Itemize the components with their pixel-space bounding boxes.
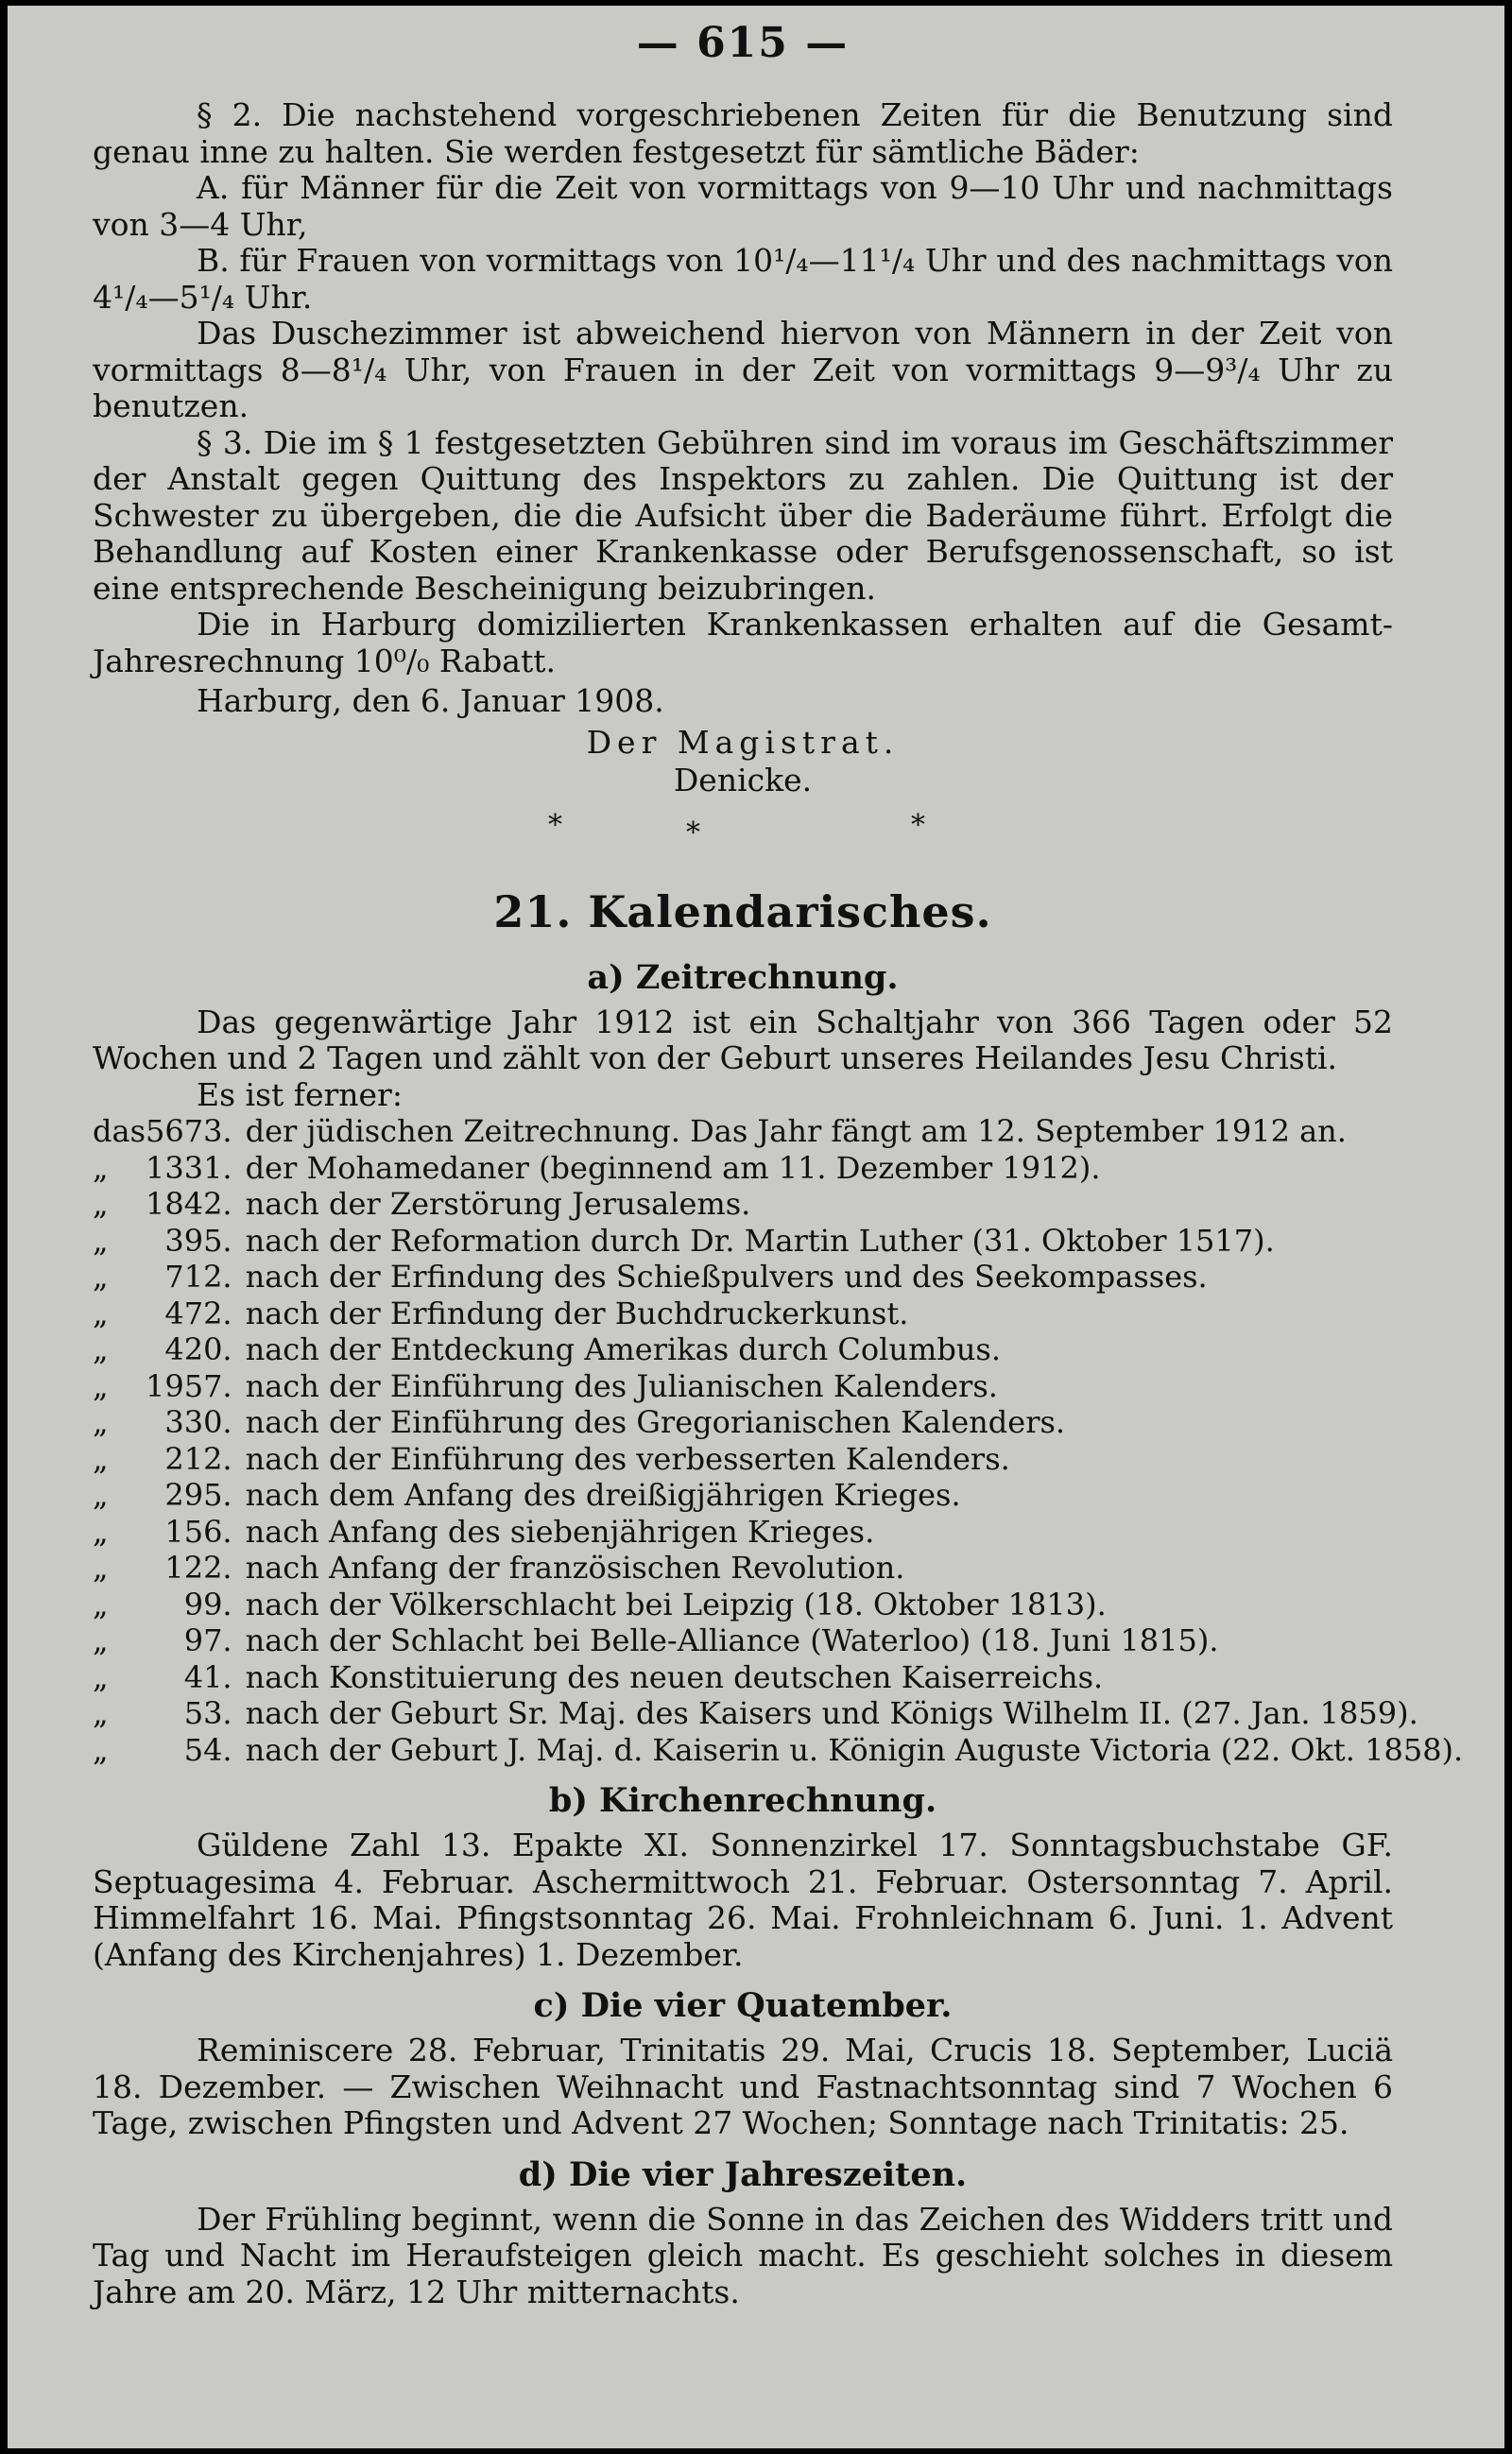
- era-row-description: der jüdischen Zeitrechnung. Das Jahr fängt am 12. September 1912 an.: [245, 1113, 1347, 1149]
- era-row-prefix: „: [93, 1622, 109, 1658]
- separator-stars: [93, 799, 1393, 852]
- era-row-years: 420.: [164, 1331, 232, 1367]
- era-row-description: nach Anfang des siebenjährigen Krieges.: [245, 1513, 875, 1550]
- paragraph-quatember: Reminiscere 28. Februar, Trinitatis 29. Mai, Crucis 18. September, Luciä 18. Dezember. — Zwischen Weihnacht und Fastnachtsonntag sind 7 Wochen 6 Tage, zwischen Pfingsten und Advent 27 Wochen; Sonntage nach Trinitatis: 25.: [93, 2032, 1393, 2141]
- page-content: [93, 19, 1464, 2310]
- era-row: [93, 1223, 1463, 1260]
- era-row-description: nach dem Anfang des dreißigjährigen Krieges.: [245, 1477, 961, 1513]
- era-table: [93, 1113, 1463, 1768]
- era-row: [93, 1587, 1463, 1623]
- era-row: [93, 1550, 1463, 1587]
- era-row-description: nach der Zerstörung Jerusalems.: [245, 1186, 751, 1222]
- era-row-description: nach der Völkerschlacht bei Leipzig (18. Oktober 1813).: [245, 1586, 1107, 1622]
- era-row-description: nach der Schlacht bei Belle-Alliance (Waterloo) (18. Juni 1815).: [245, 1622, 1219, 1658]
- era-row: [93, 1477, 1463, 1514]
- era-row-description: nach der Erfindung des Schießpulvers und des Seekompasses.: [245, 1259, 1208, 1295]
- era-row-prefix: „: [93, 1513, 109, 1550]
- era-row-description: nach der Reformation durch Dr. Martin Luther (31. Oktober 1517).: [245, 1222, 1275, 1259]
- era-row-years: 99.: [183, 1586, 232, 1622]
- subheading-quatember: c) Die vier Quatember.: [533, 1986, 953, 2025]
- paragraph-church-calendar: Güldene Zahl 13. Epakte XI. Sonnenzirkel 17. Sonntagsbuchstabe GF. Septuagesima 4. Februar. Aschermittwoch 21. Februar. Ostersonntag 7. April. Himmelfahrt 16. Mai. Pfingstsonntag 26. Mai. Frohnleichnam 6. Juni. 1. Advent (Anfang des Kirchenjahres) 1. Dezember.: [93, 1827, 1393, 1973]
- era-row: [93, 1732, 1463, 1769]
- era-row-prefix: „: [93, 1731, 109, 1768]
- era-row: [93, 1186, 1463, 1223]
- era-row-prefix: „: [93, 1477, 109, 1513]
- era-row-prefix: „: [93, 1295, 109, 1331]
- era-row-years: 472.: [164, 1295, 232, 1331]
- era-row-description: nach der Geburt J. Maj. d. Kaiserin u. Königin Auguste Victoria (22. Okt. 1858).: [245, 1731, 1464, 1768]
- era-row: [93, 1331, 1463, 1368]
- era-row-description: nach Konstituierung des neuen deutschen Kaiserreichs.: [245, 1658, 1104, 1695]
- era-row: [93, 1404, 1463, 1441]
- era-row-years: 395.: [164, 1222, 232, 1259]
- era-row-prefix: „: [93, 1331, 109, 1367]
- separator-star: *: [686, 815, 700, 849]
- paragraph-seasons: Der Frühling beginnt, wenn die Sonne in das Zeichen des Widders tritt und Tag und Nacht im Heraufsteigen gleich macht. Es geschieht solches in diesem Jahre am 20. März, 12 Uhr mitternachts.: [93, 2200, 1393, 2310]
- era-row: [93, 1259, 1463, 1296]
- era-row-description: nach der Einführung des verbesserten Kalenders.: [245, 1440, 1010, 1477]
- era-row-years: 97.: [183, 1622, 232, 1658]
- era-row-prefix: „: [93, 1259, 109, 1295]
- era-row-years: 122.: [164, 1550, 232, 1586]
- paragraph-date: Harburg, den 6. Januar 1908.: [197, 682, 664, 719]
- era-row-years: 1842.: [145, 1186, 232, 1222]
- era-row: [93, 1296, 1463, 1332]
- era-row: [93, 1695, 1463, 1732]
- era-row-prefix: „: [93, 1658, 109, 1695]
- era-row-prefix: „: [93, 1404, 109, 1440]
- era-row: [93, 1514, 1463, 1551]
- subheading-zeitrechnung: a) Zeitrechnung.: [587, 957, 899, 997]
- document-page: [8, 6, 1504, 2448]
- paragraph-ferner: Es ist ferner:: [197, 1075, 403, 1113]
- era-row-prefix: „: [93, 1222, 109, 1259]
- subheading-kirchenrechnung: b) Kirchenrechnung.: [548, 1781, 937, 1820]
- signature-authority: Der Magistrat.: [586, 723, 900, 761]
- paragraph-section-2: § 2. Die nachstehend vorgeschriebenen Zeiten für die Benutzung sind genau inne zu halten. Sie werden festgesetzt für sämtliche Bäder:: [93, 96, 1393, 170]
- era-row: [93, 1150, 1463, 1187]
- era-row-description: nach der Geburt Sr. Maj. des Kaisers und Königs Wilhelm II. (27. Jan. 1859).: [245, 1695, 1418, 1731]
- era-row-years: 53.: [183, 1695, 232, 1731]
- era-row-description: nach der Einführung des Gregorianischen Kalenders.: [245, 1404, 1066, 1440]
- paragraph-women-times: B. für Frauen von vormittags von 10¹/₄—11¹/₄ Uhr und des nachmittags von 4¹/₄—5¹/₄ Uhr.: [93, 242, 1393, 316]
- era-row: [93, 1441, 1463, 1478]
- era-row-description: der Mohamedaner (beginnend am 11. Dezember 1912).: [245, 1149, 1101, 1186]
- paragraph-section-3: § 3. Die im § 1 festgesetzten Gebühren sind im voraus im Geschäftszimmer der Anstalt gegen Quittung des Inspektors zu zahlen. Die Quittung ist der Schwester zu übergeben, die die Aufsicht über die Baderäume führt. Erfolgt die Behandlung auf Kosten einer Krankenkasse oder Berufsgenossenschaft, so ist eine entsprechende Bescheinigung beizubringen.: [93, 423, 1393, 607]
- era-row: [93, 1113, 1463, 1150]
- era-row-prefix: „: [93, 1186, 109, 1222]
- subheading-jahreszeiten: d) Die vier Jahreszeiten.: [518, 2154, 968, 2194]
- era-row-prefix: „: [93, 1695, 109, 1731]
- separator-star: *: [548, 808, 562, 842]
- page-number: — 615 —: [636, 19, 850, 67]
- era-row-years: 41.: [183, 1658, 232, 1695]
- paragraph-men-times: A. für Männer für die Zeit von vormittags von 9—10 Uhr und nachmittags von 3—4 Uhr,: [93, 169, 1393, 243]
- era-row-years: 1957.: [145, 1367, 232, 1404]
- era-row-years: 295.: [164, 1477, 232, 1513]
- era-row: [93, 1368, 1463, 1405]
- era-row-description: nach Anfang der französischen Revolution.: [245, 1550, 905, 1586]
- separator-star: *: [911, 808, 925, 842]
- era-row-prefix: „: [93, 1440, 109, 1477]
- era-row: [93, 1622, 1463, 1659]
- section-title: 21. Kalendarisches.: [493, 885, 992, 937]
- era-row-years: 156.: [164, 1513, 232, 1550]
- paragraph-discount: Die in Harburg domizilierten Krankenkassen erhalten auf die Gesamt-Jahresrechnung 10⁰/₀ Rabatt.: [93, 606, 1393, 679]
- era-row-years: 330.: [164, 1404, 232, 1440]
- era-row-years: 712.: [164, 1259, 232, 1295]
- era-row-prefix: „: [93, 1367, 109, 1404]
- paragraph-shower-room: Das Duschezimmer ist abweichend hiervon von Männern in der Zeit von vormittags 8—8¹/₄ Uhr, von Frauen in der Zeit von vormittags 9—9³/₄ Uhr zu benutzen.: [93, 315, 1393, 424]
- era-row: [93, 1659, 1463, 1696]
- era-row-description: nach der Einführung des Julianischen Kalenders.: [245, 1367, 998, 1404]
- era-row-years: 54.: [183, 1731, 232, 1768]
- signature-name: Denicke.: [673, 761, 813, 798]
- era-row-prefix: das: [93, 1113, 146, 1149]
- era-row-prefix: „: [93, 1149, 109, 1186]
- paragraph-year-intro: Das gegenwärtige Jahr 1912 ist ein Schaltjahr von 366 Tagen oder 52 Wochen und 2 Tagen und zählt von der Geburt unseres Heilandes Jesu Christi.: [93, 1003, 1393, 1076]
- era-row-prefix: „: [93, 1550, 109, 1586]
- era-row-years: 212.: [164, 1440, 232, 1477]
- era-row-description: nach der Erfindung der Buchdruckerkunst.: [245, 1295, 909, 1331]
- era-row-description: nach der Entdeckung Amerikas durch Columbus.: [245, 1331, 1002, 1367]
- era-row-prefix: „: [93, 1586, 109, 1622]
- era-row-years: 1331.: [145, 1149, 232, 1186]
- era-row-years: 5673.: [145, 1113, 232, 1149]
